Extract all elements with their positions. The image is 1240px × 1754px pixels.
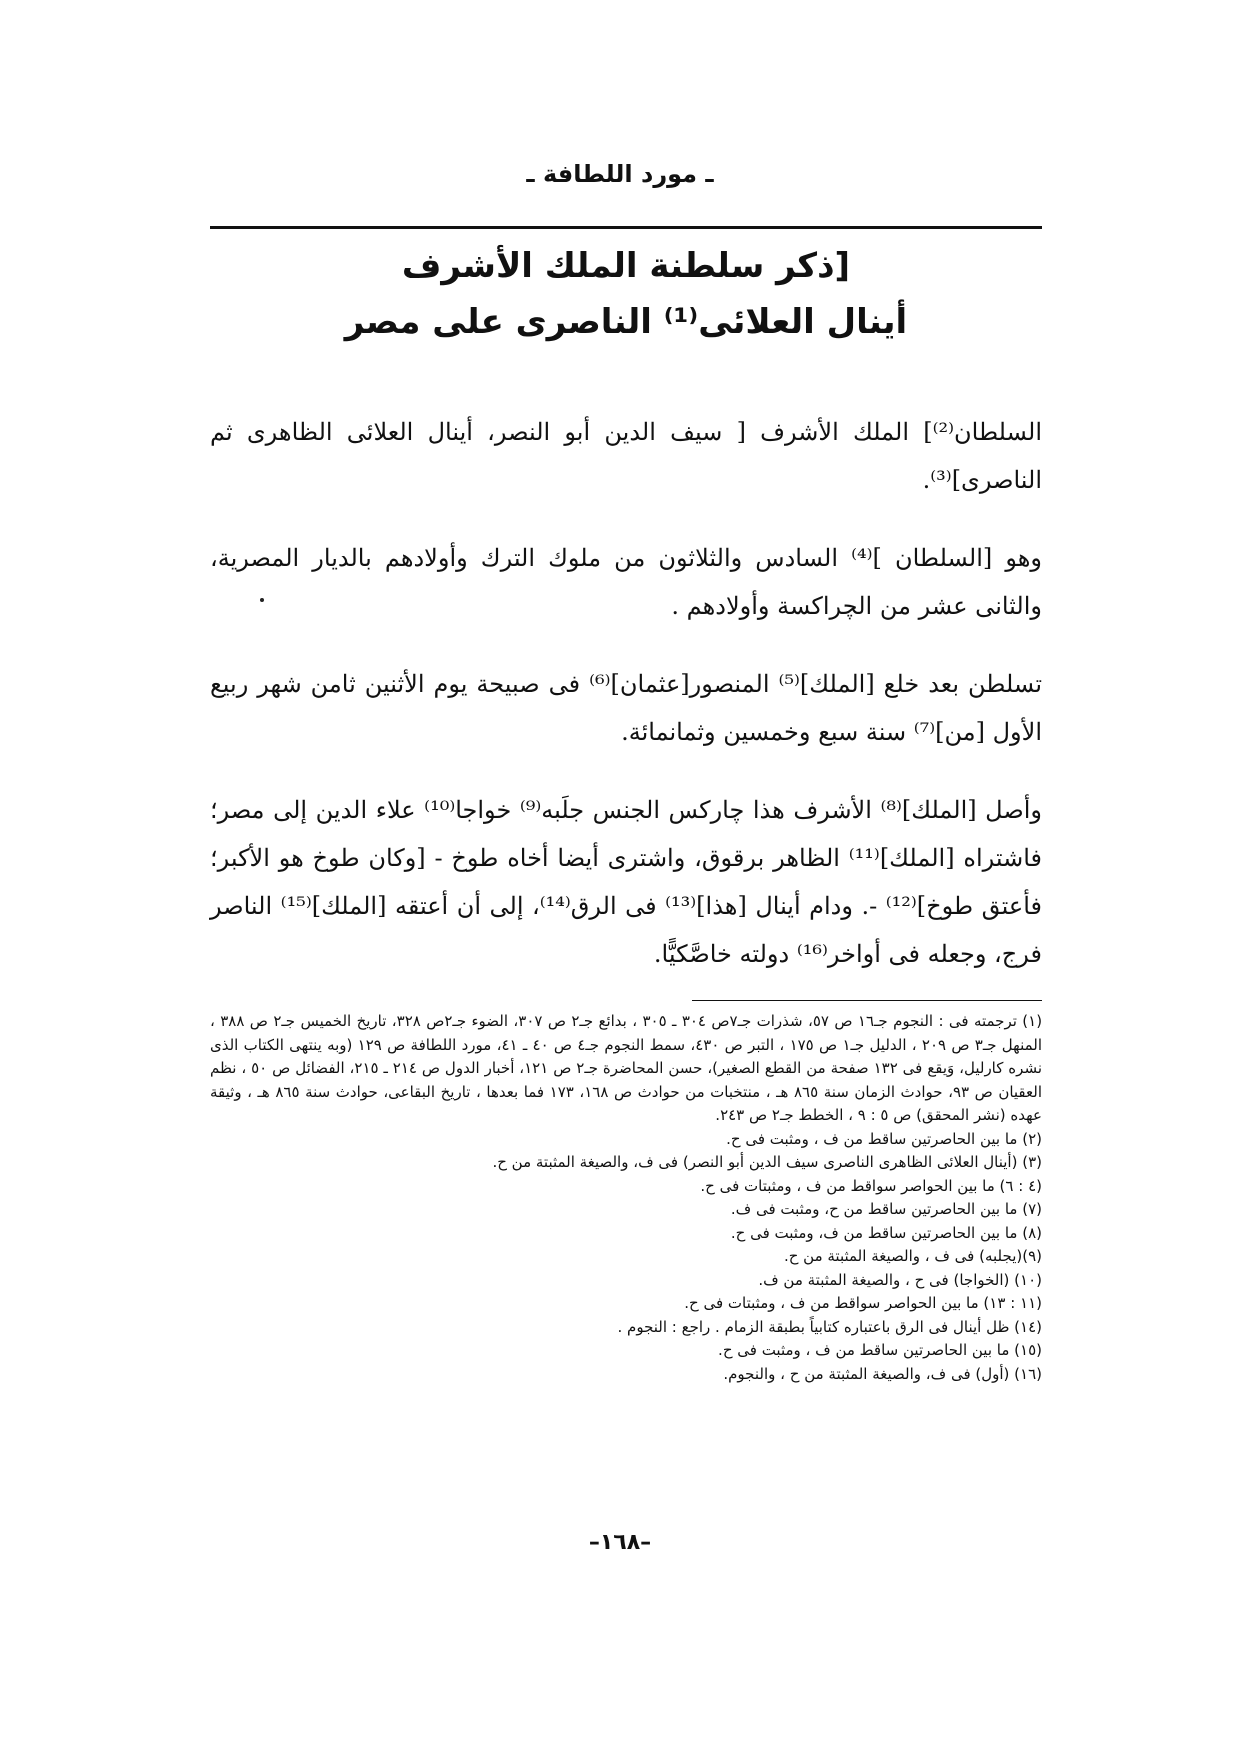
footnote: (٢) ما بين الحاصرتين ساقط من ف ، ومثبت فى ح. — [726, 1129, 1042, 1148]
stray-mark — [260, 598, 264, 602]
footnote: (١٠) (الخواجا) فى ح ، والصيغة المثبتة من ف. — [758, 1270, 1042, 1289]
chapter-title-line-1: [ذكر سلطنة الملك الأشرف — [401, 246, 851, 286]
footnote: (٨) ما بين الحاصرتين ساقط من ف، ومثبت فى ح. — [730, 1223, 1042, 1242]
footnote: (١) ترجمته فى : النجوم جـ١٦ ص ٥٧، شذرات جـ٧ص ٣٠٤ ـ ٣٠٥ ، بدائع جـ٢ ص ٣٠٧، الضوء جـ٢ص ٣٢٨، تاريخ الخميس جـ٢ ص ٣٨٨ ، المنهل جـ٣ ص ٢٠٩ ، الدليل جـ١ ص ١٧٥ ، التبر ص ٤٣٠، سمط النجوم جـ٤ ص ٤٠ ـ ٤١، مورد اللطافة ص ١٢٩ (وبه ينتهى الكتاب الذى نشره كارليل، وَيقع فى ١٣٢ صفحة من القطع الصغير)، حسن المحاضرة جـ٢ ص ١٢١، أخبار الدول ص ٢١٤ ـ ٢١٥، الفضائل ص ٥٠ ، نظم العقيان ص ٩٣، حوادث الزمان سنة ٨٦٥ هـ ، منتخبات من حوادث ص ١٦٨، ١٧٣ فما بعدها ، تاريخ البقاعى، حوادث سنة ٨٦٥ هـ ، وثيقة عهده (نشر المحقق) ص ٥ : ٩ ، الخطط جـ٢ ص ٢٤٣. — [210, 1012, 1043, 1124]
paragraph: السلطان⁽²⁾] الملك الأشرف [ سيف الدين أبو النصر، أينال العلائى الظاهرى ثم الناصرى]⁽³⁾. — [210, 418, 1042, 494]
footnote: (١٦) (أول) فى ف، والصيغة المثبتة من ح ، والنجوم. — [723, 1364, 1042, 1383]
footnote-divider — [692, 1000, 1042, 1001]
paragraph: تسلطن بعد خلع [الملك]⁽⁵⁾ المنصور[عثمان]⁽⁶⁾ فى صبيحة يوم الأثنين ثامن شهر ربيع الأول [من]⁽⁷⁾ سنة سبع وخمسين وثمانمائة. — [210, 670, 1043, 746]
footnote: (١٤) ظل أينال فى الرق باعتباره كتابياً بطبقة الزمام . راجع : النجوم . — [617, 1317, 1042, 1336]
footnotes — [210, 1010, 1042, 1386]
running-head: ـ مورد اللطافة ـ — [526, 160, 714, 188]
footnote: (١١ : ١٣) ما بين الحواصر سواقط من ف ، ومثبتات فى ح. — [684, 1294, 1042, 1312]
header-divider — [210, 226, 1042, 229]
paragraph: وهو [السلطان ]⁽⁴⁾ السادس والثلاثون من ملوك الترك وأولادهم بالديار المصرية، والثانى عشر من الچراكسة وأولادهم . — [210, 544, 1043, 620]
footnote: (٩)(يجلبه) فى ف ، والصيغة المثبتة من ح. — [783, 1247, 1042, 1265]
chapter-title-line-2: أينال العلائى⁽¹⁾ الناصرى على مصر — [344, 302, 908, 342]
paragraph: وأصل [الملك]⁽⁸⁾ الأشرف هذا چاركس الجنس جلَبه⁽⁹⁾ خواجا⁽¹⁰⁾ علاء الدين إلى مصر؛ فاشتراه [الملك]⁽¹¹⁾ الظاهر برقوق، واشترى أيضا أخاه طوخ - [وكان طوخ هو الأكبر؛ فأعتق طوخ]⁽¹²⁾ -. ودام أينال [هذا]⁽¹³⁾ فى الرق⁽¹⁴⁾، إلى أن أعتقه [الملك]⁽¹⁵⁾ الناصر فرج، وجعله فى أواخر⁽¹⁶⁾ دولته خاصَّكيًّا. — [210, 796, 1042, 968]
footnote: (٣) (أينال العلائى الظاهرى الناصرى سيف الدين أبو النصر) فى ف، والصيغة المثبتة من ح. — [492, 1153, 1042, 1171]
chapter-title — [210, 238, 1042, 350]
footnote: (١٥) ما بين الحاصرتين ساقط من ف ، ومثبت فى ح. — [718, 1341, 1042, 1359]
page-number: –١٦٨– — [588, 1530, 652, 1555]
footnote: (٤ : ٦) ما بين الحواصر سواقط من ف ، ومثبتات فى ح. — [700, 1176, 1042, 1195]
body-text — [210, 408, 1042, 1008]
footnote: (٧) ما بين الحاصرتين ساقط من ح، ومثبت فى ف. — [730, 1200, 1042, 1218]
